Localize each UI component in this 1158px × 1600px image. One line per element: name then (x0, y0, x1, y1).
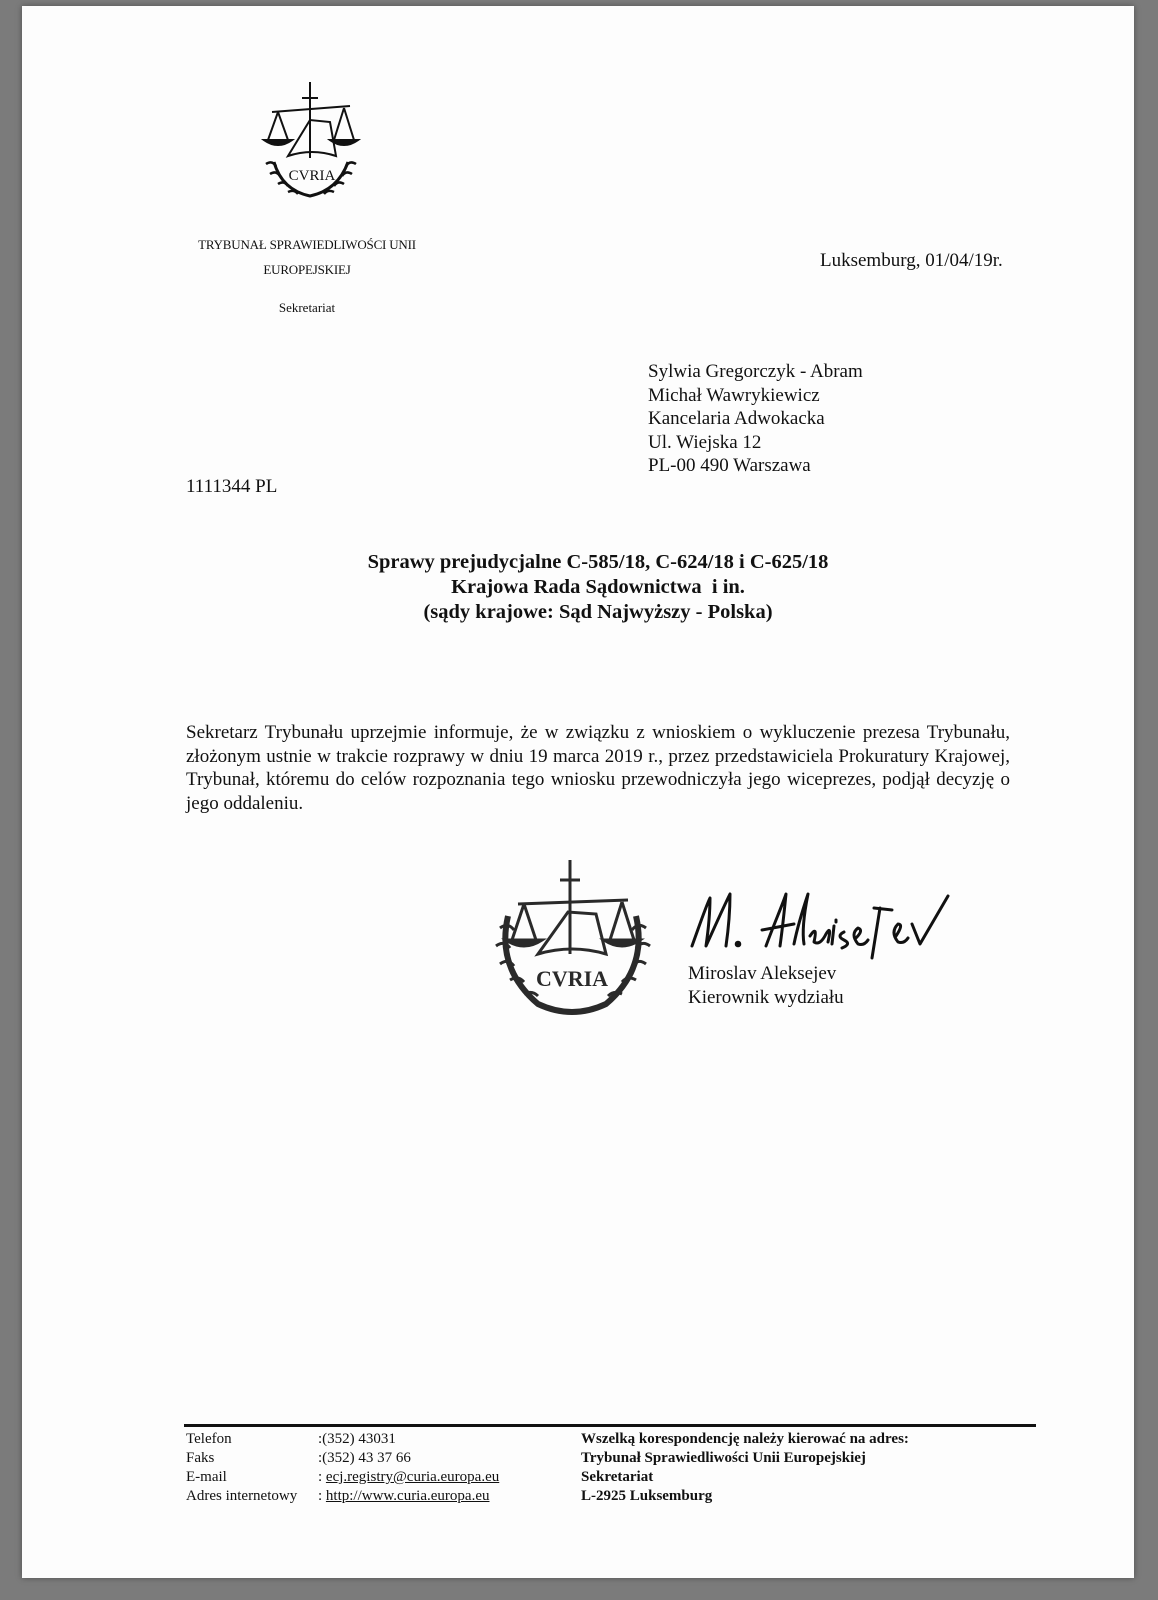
curia-logo-icon (252, 78, 372, 208)
address-line: L-2925 Luksemburg (581, 1488, 713, 1504)
address-heading: Wszelką korespondencję należy kierować na adres: (581, 1431, 909, 1447)
department-label: Sekretariat (278, 300, 336, 315)
reference-number: 1111344 PL (186, 476, 278, 497)
organization-name-line1: TRYBUNAŁ SPRAWIEDLIWOŚCI UNII (198, 237, 416, 252)
recipient-line: Michał Wawrykiewicz (648, 384, 820, 406)
letter-date: Luksemburg, 01/04/19r. (820, 250, 1003, 271)
organization-name (182, 232, 432, 282)
contact-row (186, 1468, 499, 1487)
letter-page (22, 6, 1134, 1578)
case-heading (182, 550, 1014, 625)
contact-row (186, 1449, 499, 1468)
case-heading-line3: (sądy krajowe: Sąd Najwyższy - Polska) (423, 601, 773, 623)
contact-value: :(352) 43031 (318, 1431, 396, 1447)
handwritten-signature (686, 884, 956, 974)
logo-text: CVRIA (288, 168, 336, 184)
signature-text: M. Aleksejev (686, 884, 692, 885)
email-link[interactable]: ecj.registry@curia.europa.eu (325, 1469, 500, 1485)
recipient-line: Ul. Wiejska 12 (648, 431, 762, 453)
address-line: Sekretariat (581, 1469, 654, 1485)
contact-row (186, 1487, 499, 1506)
contact-prefix: : (318, 1469, 326, 1485)
contact-row (186, 1430, 499, 1449)
contact-value: :(352) 43 37 66 (318, 1450, 411, 1466)
case-heading-line2: Krajowa Rada Sądownictwa i in. (451, 576, 745, 598)
recipient-address (648, 360, 863, 478)
contact-website-cell (318, 1487, 499, 1506)
recipient-line: Kancelaria Adwokacka (648, 408, 825, 429)
body-paragraph: Sekretarz Trybunału uprzejmie informuje, że w związku z wnioskiem o wykluczenie prezesa Trybunału, złożonym ustnie w trakcie rozprawy w dniu 19 marca 2019 r., przez przedstawiciela Prokuratury Krajowej, Trybunał, któremu do celów rozpoznania tego wniosku przewodniczyła jego wiceprezes, podjął decyzję o jego oddaleniu. (186, 722, 1010, 814)
case-heading-line1: Sprawy prejudycjalne C-585/18, C-624/18 i C-625/18 (367, 551, 829, 573)
signer-name: Miroslav Aleksejev (688, 963, 837, 984)
recipient-line: Sylwia Gregorczyk - Abram (648, 361, 863, 382)
address-line: Trybunał Sprawiedliwości Unii Europejskiej (581, 1450, 866, 1466)
website-link[interactable]: http://www.curia.europa.eu (325, 1488, 490, 1504)
contact-email-cell (318, 1468, 499, 1487)
footer-contacts (186, 1430, 499, 1506)
contact-label: E-mail (186, 1469, 227, 1485)
contact-label: Adres internetowy (186, 1488, 298, 1504)
signer-block (688, 962, 844, 1009)
contact-prefix: : (318, 1488, 326, 1504)
contact-label: Telefon (186, 1431, 232, 1447)
footer-divider (184, 1424, 1036, 1427)
recipient-line: PL-00 490 Warszawa (648, 455, 811, 476)
stamp-text: CVRIA (535, 966, 609, 991)
footer-mailing-address (581, 1430, 909, 1506)
organization-name-line2: EUROPEJSKIEJ (263, 262, 351, 277)
curia-stamp-icon (478, 858, 668, 1028)
signer-title: Kierownik wydziału (688, 986, 844, 1008)
contact-label: Faks (186, 1450, 215, 1466)
